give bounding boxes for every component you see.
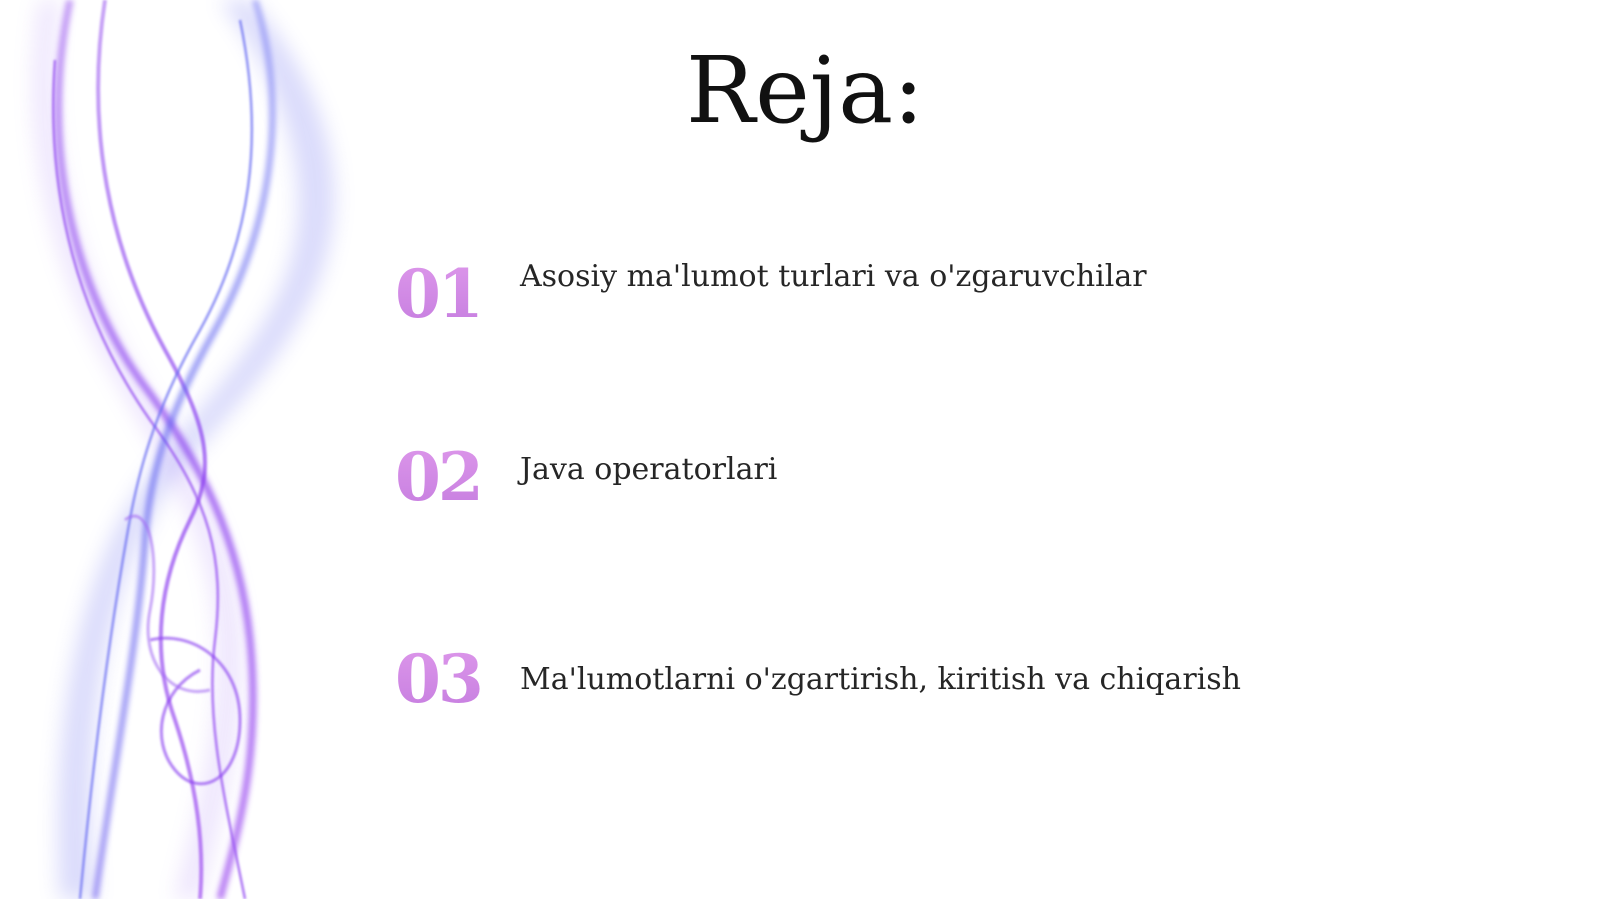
agenda-item-text: Ma'lumotlarni o'zgartirish, kiritish va chiqarish <box>520 662 1241 697</box>
agenda-item-2 <box>395 438 1295 534</box>
agenda-item-number: 01 <box>395 255 481 333</box>
agenda-item-text: Java operatorlari <box>520 452 778 487</box>
page-title <box>0 37 1600 144</box>
agenda-item-1 <box>395 255 1295 351</box>
agenda-item-number: 03 <box>395 640 481 718</box>
agenda-item-text: Asosiy ma'lumot turlari va o'zgaruvchilar <box>520 259 1147 294</box>
agenda-item-number: 02 <box>395 438 481 516</box>
agenda-item-3 <box>395 640 1295 736</box>
page-title-text: Reja: <box>685 37 925 144</box>
